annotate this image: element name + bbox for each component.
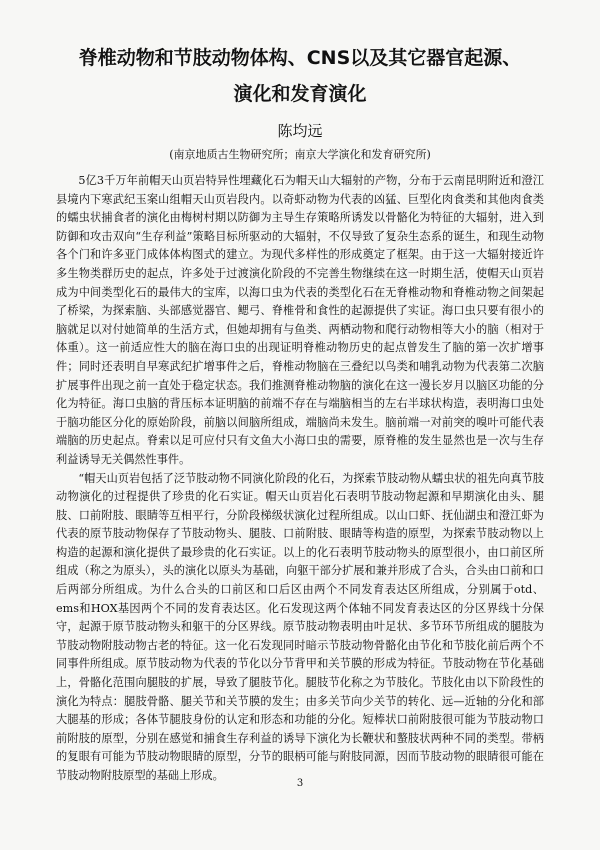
paragraph-1: 5亿3千万年前帽天山页岩特异性埋藏化石为帽天山大辐射的产物，分布于云南昆明附近和澄江县境内下寒武纪玉案山组帽天山页岩段内。以奇虾动物为代表的凶猛、巨型化肉食类和其他肉食类的蠕虫状捕食者的演化由梅树村期以防御为主导生存策略所诱发以骨骼化为特征的大辐射，进入到防御和攻击双向“生存利益”策略目标所驱动的大辐射，不仅导致了复杂生态系的诞生，和现生动物各个门和许多亚门成体体构图式的建立。为现代多样性的形成奠定了框架。由于这一大辐射接近许多生物类群历史的起点，许多处于过渡演化阶段的不完善生物继续在这一时期生活，使帽天山页岩成为中间类型化石的最伟大的宝库，以海口虫为代表的类型化石在无脊椎动物和脊椎动物之间架起了桥梁，为探索脑、头部感觉器官、鳃弓、脊椎骨和食性的起源提供了实证。海口虫只要有很小的脑就足以对付她简单的生活方式，但她却拥有与鱼类、两栖动物和爬行动物相等大小的脑（相对于体重）。这一前适应性大的脑在海口虫的出现证明脊椎动物历史的起点曾发生了脑的第一次扩增事件；同时还表明自早寒武纪扩增事件之后，脊椎动物脑在三叠纪以鸟类和哺乳动物为代表第二次脑扩展事件出现之前一直处于稳定状态。我们推测脊椎动物脑的演化在这一漫长岁月以脑区功能的分化为特征。海口虫脑的背压标本证明脑的前端不存在与端脑相当的左右半球状构造，表明海口虫处于脑功能区分化的原始阶段，前脑以间脑所组成，端脑尚未发生。脑前端一对前突的嗅叶可能代表端脑的历史起点。脊索以足可应付只有文鱼大小海口虫的需要，原脊椎的发生显然也是一次与生存利益诱导无关偶然性事件。: [56, 174, 544, 466]
author: 陈均远: [277, 122, 323, 140]
paragraph-2: “帽天山页岩包括了泛节肢动物不同演化阶段的化石，为探索节肢动物从蠕虫状的祖先向真节肢动物演化的过程提供了珍贵的化石实证。帽天山页岩化石表明节肢动物起源和早期演化由头、腿肢、口前附肢、眼睛等互相平行，分阶段梯级状演化过程所组成。以山口虾、抚仙湖虫和澄江虾为代表的原节肢动物保存了节肢动物头、腿肢、口前附肢、眼睛等构造的原型，为探索节肢动物以上构造的起源和演化提供了最珍贵的化石实证。以上的化石表明节肢动物头的原型很小，由口前区所组成（称之为原头），头的演化以原头为基础，向躯干部分扩展和兼并形成了合头，合头由口前和口后两部分所组成。为什么合头的口前区和口后区由两个不同发育表达区所组成，分别属于otd、ems和HOX基因两个不同的发育表达区。化石发现这两个体轴不同发育表达区的分区界线十分保守，起源于原节肢动物头和躯干的分区界线。原节肢动物表明由叶足状、多节环节所组成的腿肢为节肢动物附肢动物古老的特征。这一化石发现同时暗示节肢动物骨骼化由节化和节肢化前后两个不同事件所组成。原节肢动物为代表的节化以分节背甲和关节膜的形成为特征。节肢动物在节化基础上，骨骼化范围向腿肢的扩展，导致了腿肢节化。腿肢节化称之为节肢化。节肢化由以下阶段性的演化为特点：腿肢骨骼、腿关节和关节膜的发生；由多关节向少关节的转化、远—近轴的分化和部大腿基的形成；各体节腿肢身份的认定和形态和功能的分化。短棒状口前附肢很可能为节肢动物口前附肢的原型，分别在感觉和捕食生存利益的诱导下演化为长鞭状和螯肢状两种不同的类型。带柄的复眼有可能为节肢动物眼睛的原型，分节的眼柄可能与附肢同源，因而节肢动物的眼睛很可能在节肢动物附肢原型的基础上形成。: [56, 471, 544, 782]
title-line-2: 演化和发育演化: [233, 83, 367, 105]
page-number: 3: [296, 778, 304, 789]
affiliation: (南京地质古生物研究所；南京大学演化和发育研究所): [169, 148, 431, 161]
paper-title: [56, 40, 544, 112]
title-line-1: 脊椎动物和节肢动物体构、CNS以及其它器官起源、: [78, 47, 522, 69]
